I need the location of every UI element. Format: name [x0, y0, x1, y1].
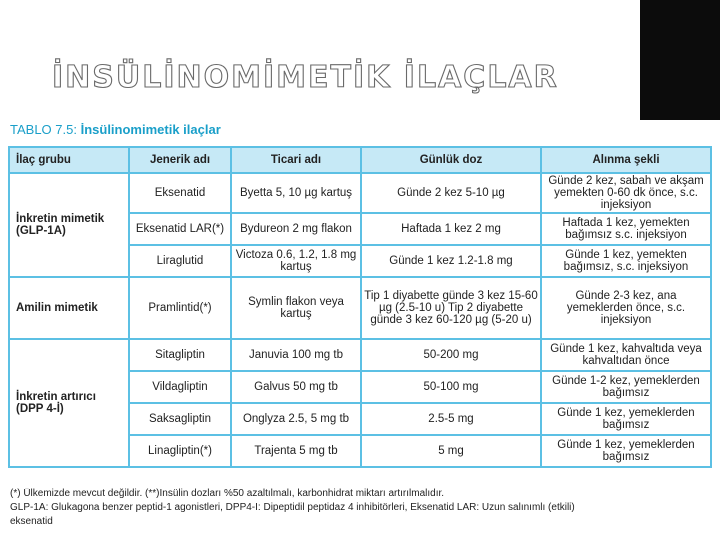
header-generic: Jenerik adı [129, 147, 231, 173]
table-header-row [9, 147, 711, 173]
generic-cell: Liraglutid [129, 245, 231, 277]
table-caption [10, 122, 221, 137]
header-dose: Günlük doz [361, 147, 541, 173]
generic-cell: Eksenatid [129, 173, 231, 213]
dose-cell: 5 mg [361, 435, 541, 467]
dose-cell: Haftada 1 kez 2 mg [361, 213, 541, 245]
dose-cell: 2.5-5 mg [361, 403, 541, 435]
trade-cell: Bydureon 2 mg flakon [231, 213, 361, 245]
route-cell: Günde 1 kez, kahvaltıda veya kahvaltıdan önce [541, 339, 711, 371]
route-cell: Haftada 1 kez, yemekten bağımsız s.c. injeksiyon [541, 213, 711, 245]
route-cell: Günde 2 kez, sabah ve akşam yemekten 0-60 dk önce, s.c. injeksiyon [541, 173, 711, 213]
route-cell: Günde 2-3 kez, ana yemeklerden önce, s.c. injeksiyon [541, 277, 711, 339]
trade-cell: Trajenta 5 mg tb [231, 435, 361, 467]
route-cell: Günde 1-2 kez, yemeklerden bağımsız [541, 371, 711, 403]
generic-cell: Saksagliptin [129, 403, 231, 435]
generic-cell: Sitagliptin [129, 339, 231, 371]
footnote-1: (*) Ülkemizde mevcut değildir. (**)İnsülin dozları %50 azaltılmalı, karbonhidrat miktarı artırılmalıdır. [10, 488, 445, 499]
trade-cell: Symlin flakon veya kartuş [231, 277, 361, 339]
trade-cell: Byetta 5, 10 µg kartuş [231, 173, 361, 213]
route-cell: Günde 1 kez, yemekten bağımsız, s.c. injeksiyon [541, 245, 711, 277]
trade-cell: Victoza 0.6, 1.2, 1.8 mg kartuş [231, 245, 361, 277]
trade-cell: Onglyza 2.5, 5 mg tb [231, 403, 361, 435]
caption-title: İnsülinomimetik ilaçlar [80, 122, 221, 137]
generic-cell: Vildagliptin [129, 371, 231, 403]
generic-cell: Eksenatid LAR(*) [129, 213, 231, 245]
caption-prefix: TABLO 7.5: [10, 122, 77, 137]
trade-cell: Galvus 50 mg tb [231, 371, 361, 403]
generic-cell: Linagliptin(*) [129, 435, 231, 467]
dose-cell: 50-100 mg [361, 371, 541, 403]
trade-cell: Januvia 100 mg tb [231, 339, 361, 371]
group-cell: Amilin mimetik [9, 277, 129, 339]
dose-cell: Günde 1 kez 1.2-1.8 mg [361, 245, 541, 277]
dose-cell: Günde 2 kez 5-10 µg [361, 173, 541, 213]
header-trade: Ticari adı [231, 147, 361, 173]
generic-cell: Pramlintid(*) [129, 277, 231, 339]
group-cell: İnkretin mimetik (GLP-1A) [9, 173, 129, 277]
footnote-2: GLP-1A: Glukagona benzer peptid-1 agonistleri, DPP4-İ: Dipeptidil peptidaz 4 inhibitörleri, Eksenatid LAR: Uzun salınımlı (etkili) [10, 502, 575, 513]
route-cell: Günde 1 kez, yemeklerden bağımsız [541, 403, 711, 435]
slide-title: İNSÜLİNOMİMETİK İLAÇLAR [52, 60, 559, 95]
drug-table [8, 146, 712, 468]
corner-decoration [640, 0, 720, 120]
dose-cell: Tip 1 diyabette günde 3 kez 15-60 µg (2.5-10 u) Tip 2 diyabette günde 3 kez 60-120 µg (5-20 u) [361, 277, 541, 339]
header-route: Alınma şekli [541, 147, 711, 173]
table-row [9, 339, 711, 371]
group-cell: İnkretin artırıcı (DPP 4-İ) [9, 339, 129, 467]
table-row [9, 173, 711, 213]
dose-cell: 50-200 mg [361, 339, 541, 371]
route-cell: Günde 1 kez, yemeklerden bağımsız [541, 435, 711, 467]
footnote-3: eksenatid [10, 516, 53, 527]
table-row [9, 277, 711, 339]
header-group: İlaç grubu [9, 147, 129, 173]
